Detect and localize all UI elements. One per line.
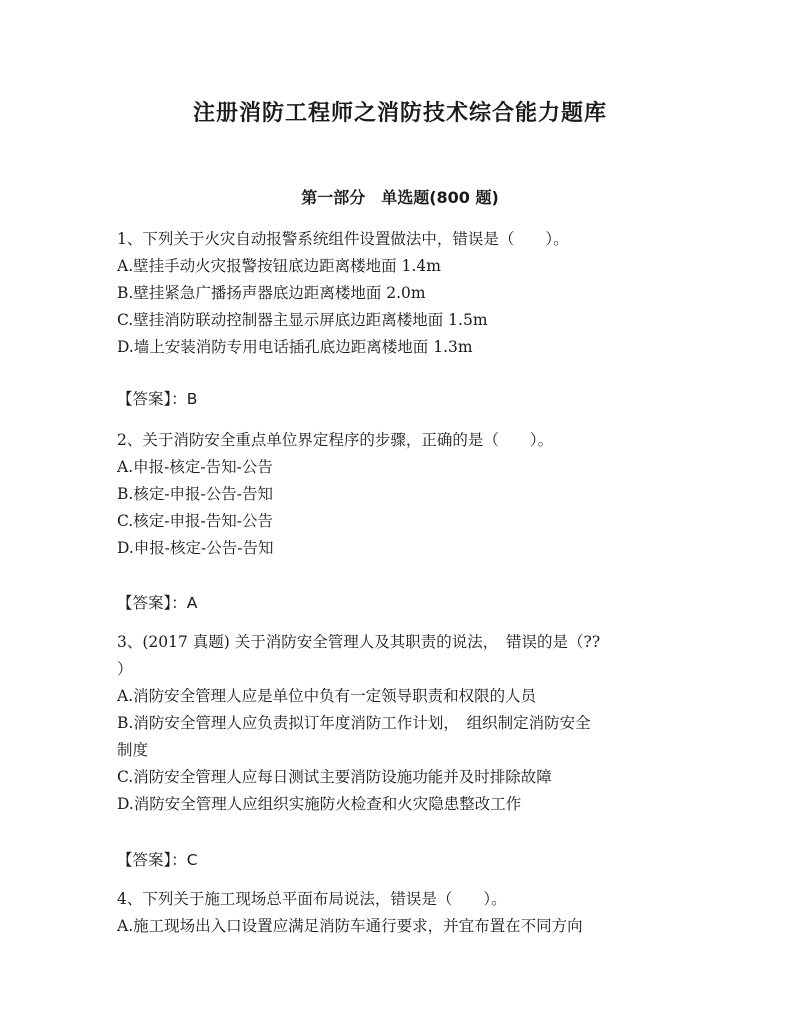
question-1-option-d: D.墙上安装消防专用电话插孔底边距离楼地面 1.3m [117, 338, 473, 356]
question-1-option-a: A.壁挂手动火灾报警按钮底边距离楼地面 1.4m [117, 257, 441, 275]
question-3-option-b: B.消防安全管理人应负责拟订年度消防工作计划， 组织制定消防安全 [117, 714, 591, 732]
question-3-option-d: D.消防安全管理人应组织实施防火检查和火灾隐患整改工作 [117, 795, 522, 813]
question-3-option-a: A.消防安全管理人应是单位中负有一定领导职责和权限的人员 [117, 687, 537, 705]
question-4-option-a: A.施工现场出入口设置应满足消防车通行要求，并宜布置在不同方向 [117, 917, 583, 935]
question-3-option-c: C.消防安全管理人应每日测试主要消防设施功能并及时排除故障 [117, 768, 552, 786]
question-1-answer: 【答案】：B [117, 390, 198, 408]
question-4-stem: 4、下列关于施工现场总平面布局说法，错误是（ ）。 [117, 890, 507, 908]
question-2-option-a: A.申报-核定-告知-公告 [117, 458, 273, 476]
question-1-option-b: B.壁挂紧急广播扬声器底边距离楼地面 2.0m [117, 284, 426, 302]
question-1-option-c: C.壁挂消防联动控制器主显示屏底边距离楼地面 1.5m [117, 311, 488, 329]
question-3-stem-continued: ） [117, 660, 133, 678]
page-title: 注册消防工程师之消防技术综合能力题库 [192, 101, 607, 126]
question-3-stem: 3、(2017 真题) 关于消防安全管理人及其职责的说法， 错误的是（?? [117, 633, 601, 651]
question-2-option-b: B.核定-申报-公告-告知 [117, 485, 274, 503]
question-1-stem: 1、下列关于火灾自动报警系统组件设置做法中，错误是（ ）。 [117, 230, 569, 248]
question-3-answer: 【答案】：C [117, 851, 198, 869]
question-2-option-d: D.申报-核定-公告-告知 [117, 539, 274, 557]
question-3-option-b-continued: 制度 [117, 741, 149, 759]
question-2-option-c: C.核定-申报-告知-公告 [117, 512, 273, 530]
section-title: 第一部分 单选题(800 题) [301, 188, 499, 207]
question-2-stem: 2、关于消防安全重点单位界定程序的步骤，正确的是（ ）。 [117, 431, 554, 449]
question-2-answer: 【答案】：A [117, 594, 198, 612]
